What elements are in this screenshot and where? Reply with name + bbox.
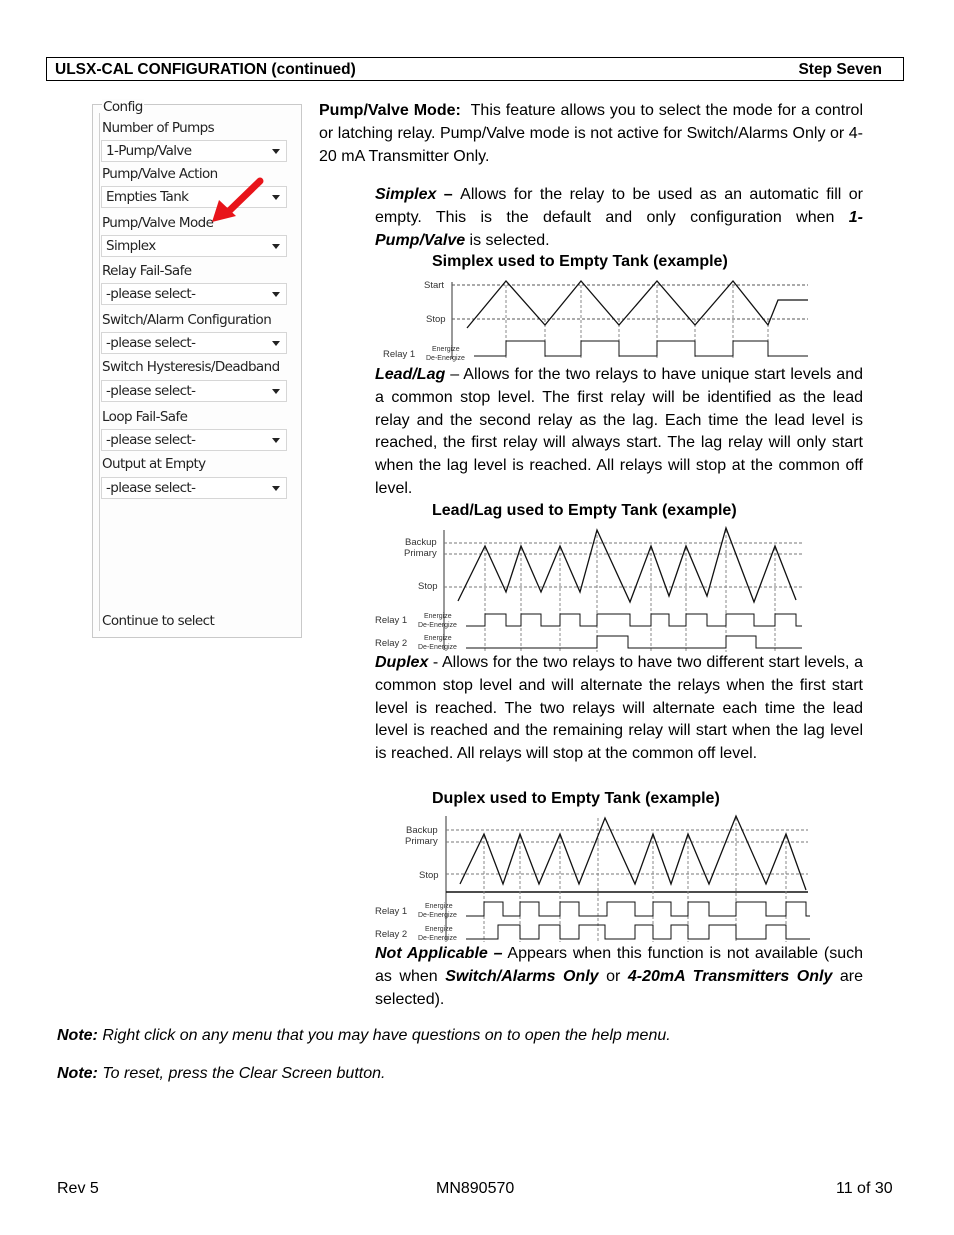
deenergize-label-2: De-Energize — [418, 935, 457, 942]
output-at-empty-select[interactable] — [101, 477, 287, 499]
select-value: Empties Tank — [106, 189, 189, 205]
select-value: -please select- — [106, 432, 196, 448]
panel-divider — [99, 113, 100, 631]
field-label-switch-alarm-config: Switch/Alarm Configuration — [102, 312, 272, 328]
deenergize-label: De-Energize — [426, 355, 465, 362]
note-help-menu — [57, 1027, 671, 1045]
chevron-down-icon — [272, 486, 280, 491]
relay1-label: Relay 1 — [375, 615, 408, 626]
na-text-3: are selected). — [375, 967, 863, 1008]
section-header — [46, 57, 904, 81]
intro-text: This feature allows you to select the mode for a control or latching relay. Pump/Valve mode is not active for Switch/Alarms Only or 4-20 mA Transmitter Only. — [319, 102, 863, 165]
chevron-down-icon — [272, 244, 280, 249]
config-panel — [92, 99, 302, 638]
continue-to-select-text: Continue to select — [102, 613, 215, 629]
field-label-pump-valve-action: Pump/Valve Action — [102, 166, 218, 182]
duplex-caption: Duplex used to Empty Tank (example) — [432, 790, 720, 807]
number-of-pumps-select[interactable] — [101, 140, 287, 162]
relay-fail-safe-select[interactable] — [101, 283, 287, 305]
duplex-paragraph — [375, 652, 863, 766]
note-label: Note: — [57, 1065, 98, 1082]
section-step: Step Seven — [798, 61, 882, 78]
deenergize-label-2: De-Energize — [418, 644, 457, 651]
field-label-number-of-pumps: Number of Pumps — [102, 120, 215, 136]
pump-valve-mode-term: Pump/Valve Mode: — [319, 102, 461, 119]
na-em-2: 4-20mA Transmitters Only — [627, 967, 833, 985]
chevron-down-icon — [272, 149, 280, 154]
simplex-term: Simplex — [375, 186, 437, 203]
intro-paragraph — [319, 100, 863, 168]
energize-label-2: Energize — [425, 926, 453, 933]
not-applicable-paragraph — [375, 943, 863, 1011]
select-value: -please select- — [106, 383, 196, 399]
select-value: -please select- — [106, 480, 196, 496]
chevron-down-icon — [272, 195, 280, 200]
backup-label: Backup — [406, 825, 438, 836]
loop-fail-safe-select[interactable] — [101, 429, 287, 451]
footer-page-number: 11 of 30 — [836, 1180, 893, 1197]
simplex-text-em: 1-Pump/Valve — [375, 208, 863, 249]
leadlag-term: Lead/Lag — [375, 366, 446, 383]
leadlag-chart — [372, 524, 808, 654]
not-applicable-term: Not Applicable – — [375, 945, 503, 962]
energize-label-1: Energize — [425, 903, 453, 910]
na-text-1: Appears when this function is not available (such as when — [375, 945, 863, 985]
simplex-caption: Simplex used to Empty Tank (example) — [432, 253, 728, 270]
chevron-down-icon — [272, 292, 280, 297]
switch-hysteresis-select[interactable] — [101, 380, 287, 402]
simplex-dash: – — [436, 186, 461, 203]
energize-label: Energize — [432, 346, 460, 353]
section-title: ULSX-CAL CONFIGURATION (continued) — [55, 61, 356, 78]
simplex-text-2: is selected. — [465, 231, 550, 249]
duplex-term: Duplex — [375, 654, 429, 671]
note-label: Note: — [57, 1027, 98, 1044]
chevron-down-icon — [272, 438, 280, 443]
na-em-1: Switch/Alarms Only — [445, 967, 599, 985]
deenergize-label-1: De-Energize — [418, 622, 457, 629]
red-arrow-icon — [208, 176, 264, 226]
field-label-loop-fail-safe: Loop Fail-Safe — [102, 409, 188, 425]
select-value: -please select- — [106, 286, 196, 302]
energize-label-1: Energize — [424, 613, 452, 620]
simplex-paragraph — [375, 184, 863, 252]
simplex-text-1: Allows for the relay to be used as an automatic fill or empty. This is the default and only configuration when — [375, 186, 863, 226]
config-panel-title: Config — [103, 99, 143, 115]
footer-doc-number: MN890570 — [436, 1180, 515, 1197]
select-value: Simplex — [106, 238, 156, 254]
field-label-switch-hysteresis: Switch Hysteresis/Deadband — [102, 359, 280, 375]
switch-alarm-config-select[interactable] — [101, 332, 287, 354]
note-text: Right click on any menu that you may have questions on to open the help menu. — [97, 1027, 671, 1044]
chevron-down-icon — [272, 389, 280, 394]
select-value: -please select- — [106, 335, 196, 351]
relay1-label: Relay 1 — [383, 349, 416, 360]
leadlag-caption: Lead/Lag used to Empty Tank (example) — [432, 502, 737, 519]
duplex-text: - Allows for the two relays to have two different start levels, a common stop level and will alternate the relays when the first start level is reached. The two relays will alternate each time the lead level is reached and the remaining relay will start when the lag level is reached. All relays will stop at the common off level. — [375, 654, 863, 763]
note-reset — [57, 1065, 385, 1083]
stop-label: Stop — [418, 581, 438, 592]
start-label: Start — [424, 280, 445, 291]
relay2-label: Relay 2 — [375, 638, 408, 649]
stop-label: Stop — [426, 314, 446, 325]
backup-label: Backup — [405, 537, 437, 548]
duplex-chart — [372, 812, 812, 944]
primary-label: Primary — [404, 548, 437, 559]
leadlag-paragraph — [375, 364, 863, 501]
relay1-label: Relay 1 — [375, 906, 408, 917]
chevron-down-icon — [272, 341, 280, 346]
relay2-label: Relay 2 — [375, 929, 408, 940]
select-value: 1-Pump/Valve — [106, 143, 192, 159]
leadlag-text: – Allows for the two relays to have unique start levels and a common stop level. The first relay will be identified as the lead relay and the second relay as the lag. Each time the lead level is reached, the first relay will always start. The lag relay will only start when the lag level is reached. All relays will stop at the common off level. — [375, 366, 863, 497]
primary-label: Primary — [405, 836, 438, 847]
footer-rev: Rev 5 — [57, 1180, 99, 1197]
field-label-pump-valve-mode: Pump/Valve Mode — [102, 215, 214, 231]
deenergize-label-1: De-Energize — [418, 912, 457, 919]
simplex-chart — [378, 274, 810, 364]
energize-label-2: Energize — [424, 635, 452, 642]
pump-valve-mode-select[interactable] — [101, 235, 287, 257]
stop-label: Stop — [419, 870, 439, 881]
field-label-output-at-empty: Output at Empty — [102, 456, 206, 472]
note-text: To reset, press the Clear Screen button. — [97, 1065, 386, 1082]
na-text-2: or — [598, 967, 628, 985]
field-label-relay-fail-safe: Relay Fail-Safe — [102, 263, 192, 279]
